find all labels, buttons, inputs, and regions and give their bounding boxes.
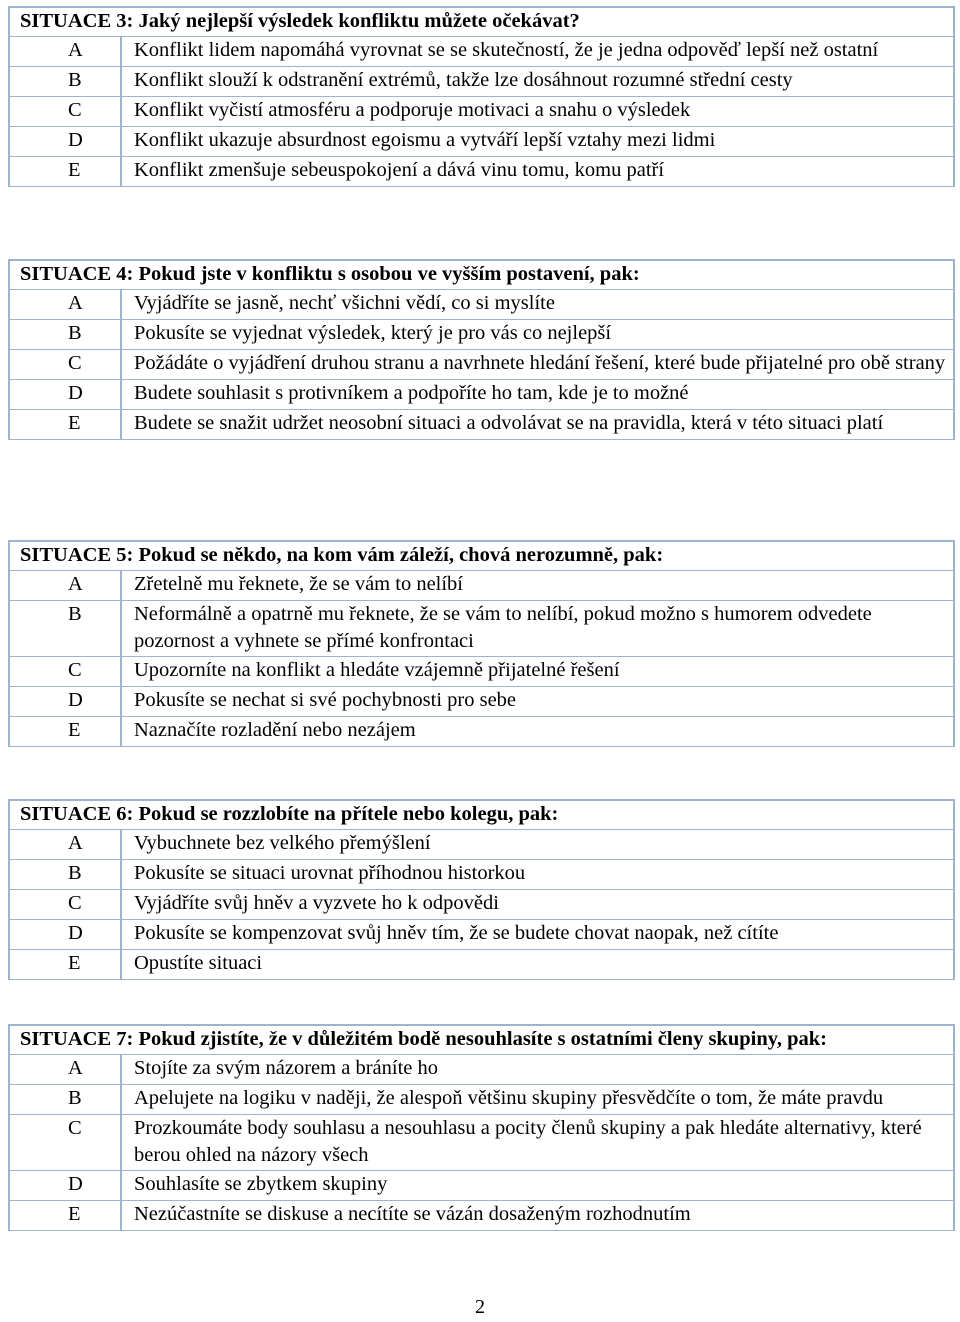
option-text: Naznačíte rozladění nebo nezájem bbox=[121, 716, 954, 746]
option-text: Vyjádříte svůj hněv a vyzvete ho k odpovědi bbox=[121, 889, 954, 919]
situation-5-title: SITUACE 5: Pokud se někdo, na kom vám záleží, chová nerozumně, pak: bbox=[9, 541, 954, 570]
option-letter: A bbox=[9, 829, 121, 859]
situation-3-table bbox=[8, 6, 955, 187]
option-text: Konflikt slouží k odstranění extrémů, takže lze dosáhnout rozumné střední cesty bbox=[121, 66, 954, 96]
option-letter: C bbox=[9, 656, 121, 686]
option-letter: A bbox=[9, 36, 121, 66]
option-text: Budete souhlasit s protivníkem a podpoříte ho tam, kde je to možné bbox=[121, 379, 954, 409]
option-letter: D bbox=[9, 379, 121, 409]
page-number: 2 bbox=[475, 1296, 485, 1318]
option-text: Budete se snažit udržet neosobní situaci a odvolávat se na pravidla, která v této situaci platí bbox=[121, 409, 954, 439]
option-letter: C bbox=[9, 889, 121, 919]
situation-6-table bbox=[8, 799, 955, 980]
option-letter: A bbox=[9, 289, 121, 319]
option-letter: D bbox=[9, 919, 121, 949]
situation-7-table bbox=[8, 1024, 955, 1231]
option-letter: C bbox=[9, 349, 121, 379]
option-text: Pokusíte se vyjednat výsledek, který je pro vás co nejlepší bbox=[121, 319, 954, 349]
option-letter: C bbox=[9, 96, 121, 126]
option-text: Požádáte o vyjádření druhou stranu a navrhnete hledání řešení, které bude přijatelné pro obě strany bbox=[121, 349, 954, 379]
situation-3-title: SITUACE 3: Jaký nejlepší výsledek konfliktu můžete očekávat? bbox=[9, 7, 954, 36]
option-letter: E bbox=[9, 409, 121, 439]
option-text: Zřetelně mu řeknete, že se vám to nelíbí bbox=[121, 570, 954, 600]
option-letter: A bbox=[9, 1054, 121, 1084]
option-letter: B bbox=[9, 66, 121, 96]
option-letter: E bbox=[9, 1200, 121, 1230]
option-letter: B bbox=[9, 600, 121, 656]
option-text: Konflikt lidem napomáhá vyrovnat se se skutečností, že je jedna odpověď lepší než ostatní bbox=[121, 36, 954, 66]
situation-4-title: SITUACE 4: Pokud jste v konfliktu s osobou ve vyšším postavení, pak: bbox=[9, 260, 954, 289]
option-text: Konflikt ukazuje absurdnost egoismu a vytváří lepší vztahy mezi lidmi bbox=[121, 126, 954, 156]
option-text: Pokusíte se kompenzovat svůj hněv tím, že se budete chovat naopak, než cítíte bbox=[121, 919, 954, 949]
option-letter: E bbox=[9, 156, 121, 186]
option-letter: A bbox=[9, 570, 121, 600]
situation-4-table bbox=[8, 259, 955, 440]
option-letter: D bbox=[9, 1170, 121, 1200]
option-text: Konflikt zmenšuje sebeuspokojení a dává vinu tomu, komu patří bbox=[121, 156, 954, 186]
situation-6-title: SITUACE 6: Pokud se rozzlobíte na přítele nebo kolegu, pak: bbox=[9, 800, 954, 829]
option-letter: B bbox=[9, 1084, 121, 1114]
option-text: Vybuchnete bez velkého přemýšlení bbox=[121, 829, 954, 859]
option-text: Vyjádříte se jasně, nechť všichni vědí, co si myslíte bbox=[121, 289, 954, 319]
option-text: Nezúčastníte se diskuse a necítíte se vázán dosaženým rozhodnutím bbox=[121, 1200, 954, 1230]
option-text: Prozkoumáte body souhlasu a nesouhlasu a pocity členů skupiny a pak hledáte alternativy, které berou ohled na názory všech bbox=[121, 1114, 954, 1170]
option-text: Upozorníte na konflikt a hledáte vzájemně přijatelné řešení bbox=[121, 656, 954, 686]
option-letter: B bbox=[9, 319, 121, 349]
option-letter: E bbox=[9, 949, 121, 979]
option-letter: C bbox=[9, 1114, 121, 1170]
option-letter: E bbox=[9, 716, 121, 746]
situation-5-table bbox=[8, 540, 955, 747]
option-text: Neformálně a opatrně mu řeknete, že se vám to nelíbí, pokud možno s humorem odvedete pozornost a vyhnete se přímé konfrontaci bbox=[121, 600, 954, 656]
option-text: Pokusíte se situaci urovnat příhodnou historkou bbox=[121, 859, 954, 889]
option-letter: B bbox=[9, 859, 121, 889]
option-text: Pokusíte se nechat si své pochybnosti pro sebe bbox=[121, 686, 954, 716]
situation-7-title: SITUACE 7: Pokud zjistíte, že v důležitém bodě nesouhlasíte s ostatními členy skupiny, pak: bbox=[9, 1025, 954, 1054]
option-letter: D bbox=[9, 126, 121, 156]
option-text: Konflikt vyčistí atmosféru a podporuje motivaci a snahu o výsledek bbox=[121, 96, 954, 126]
option-letter: D bbox=[9, 686, 121, 716]
option-text: Opustíte situaci bbox=[121, 949, 954, 979]
option-text: Stojíte za svým názorem a bráníte ho bbox=[121, 1054, 954, 1084]
option-text: Apelujete na logiku v naději, že alespoň většinu skupiny přesvědčíte o tom, že máte pravdu bbox=[121, 1084, 954, 1114]
option-text: Souhlasíte se zbytkem skupiny bbox=[121, 1170, 954, 1200]
